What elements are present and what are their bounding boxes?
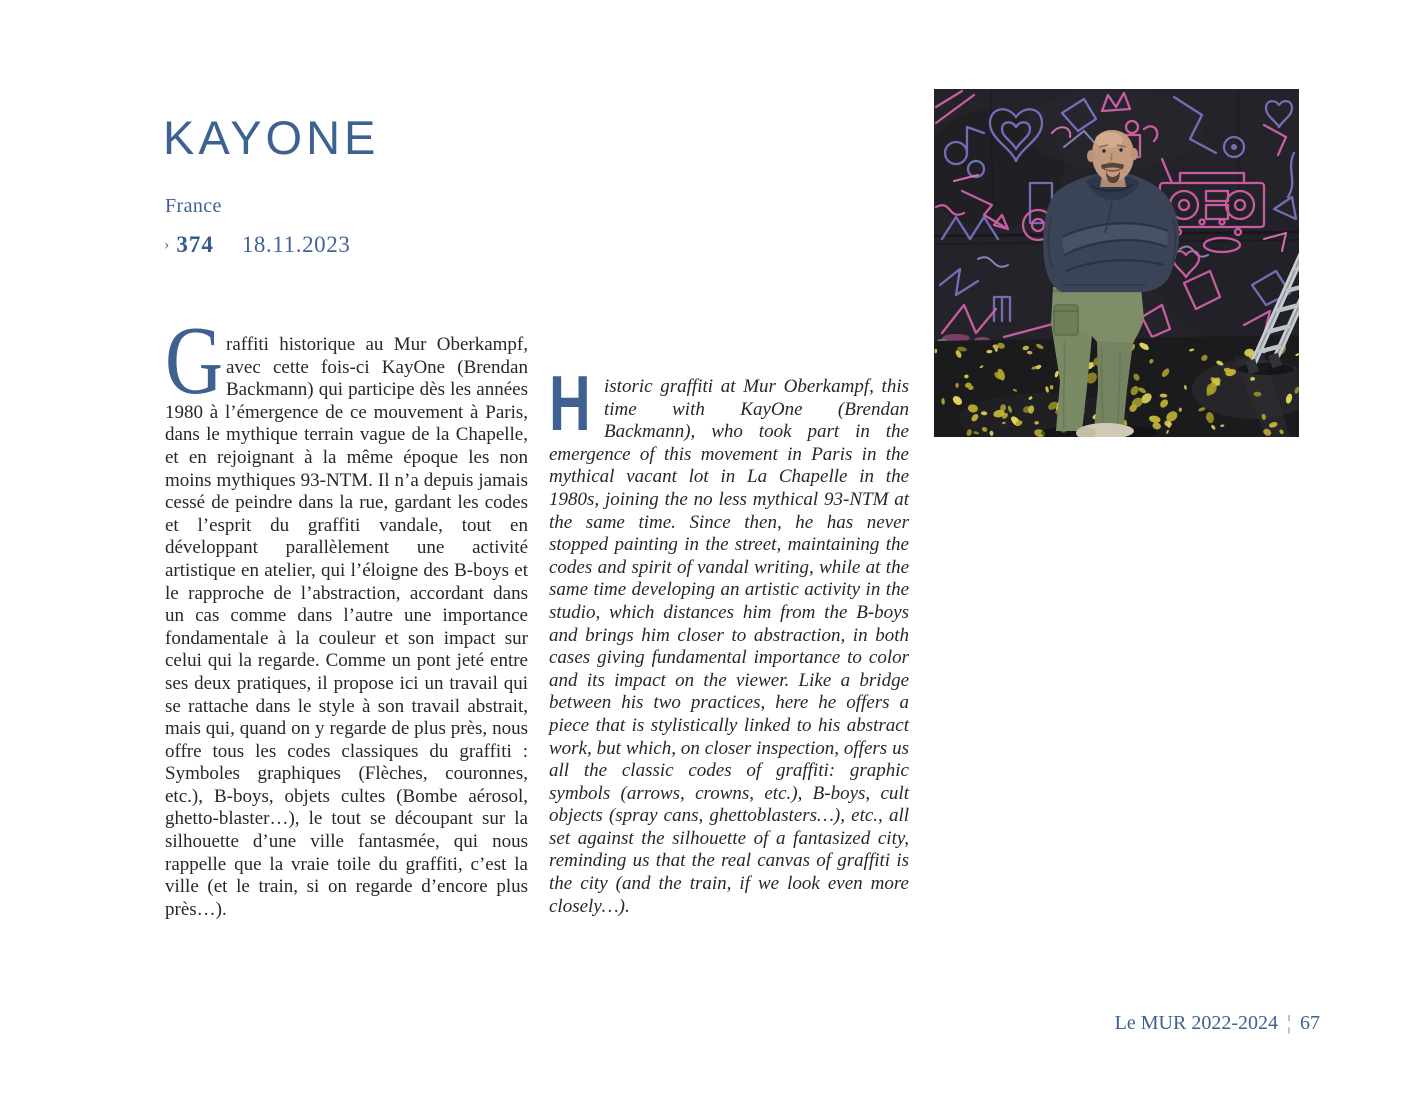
entry-number: 374: [176, 232, 214, 257]
footer-book-title: Le MUR 2022-2024: [1114, 1012, 1278, 1034]
french-text: raffiti historique au Mur Oberkampf, avec cette fois-ci KayOne (Brendan Backmann) qui participe dès les années 1980 à l’émergence de ce mouvement à Paris, dans le mythique terrain vague de la Chapelle, et en rejoignant à la même époque les non moins mythiques 93-NTM. Il n’a depuis jamais cessé de peindre dans la rue, gardant les codes et l’esprit du graffiti vandale, tout en développant parallèlement une activité artistique en atelier, qui l’éloigne des B-boys et le rapproche de l’abstraction, accordant dans un cas comme dans l’autre une importance fondamentale à la couleur et son impact sur celui qui la regarde. Comme un pont jeté entre ses deux pratiques, il propose ici un travail qui se rattache dans le style à son travail abstrait, mais qui, quand on y regarde de plus près, nous offre tous les codes classiques du graffiti : Symboles graphiques (Flèches, couronnes, etc.), B-boys, objets cultes (Bombe aérosol, ghetto-blaster…), le tout se découpant sur la silhouette d’une ville fantasmée, qui nous rappelle que la vraie toile du graffiti, c’est la ville (et le train, si on regarde d’encore plus près…).: [165, 334, 528, 920]
hoodie: [1043, 172, 1179, 292]
french-column: [165, 307, 528, 921]
artist-country: France: [165, 195, 222, 217]
footer-page-number: 67: [1300, 1012, 1320, 1034]
french-drop-cap: G: [165, 307, 224, 415]
page-footer: [1115, 1012, 1320, 1035]
entry-date: 18.11.2023: [241, 232, 351, 257]
english-column: [549, 359, 909, 918]
chevron-right-icon: ›: [164, 236, 170, 253]
artist-photo: [934, 89, 1299, 437]
english-text: istoric graffiti at Mur Oberkampf, this time with KayOne (Brendan Backmann), who took part in the emergence of this movement in Paris in the mythical vacant lot in La Chapelle in the 1980s, joining the no less mythical 93-NTM at the same time. Since then, he has never stopped painting in the street, maintaining the codes and spirit of vandal writing, while at the same time developing an artistic activity in the studio, which distances him from the B-boys and brings him closer to abstraction, in both cases giving fundamental importance to color and its impact on the viewer. Like a bridge between his two practices, here he offers a piece that is stylistically linked to his abstract work, but which, on closer inspection, offers us all the classic codes of graffiti: graphic symbols (arrows, crowns, etc.), B-boys, cult objects (spray cans, ghettoblasters…), etc., all set against the silhouette of a fantasized city, reminding us that the real canvas of graffiti is the city (and the train, if we look even more closely…).: [549, 376, 909, 917]
footer-separator: ¦: [1286, 1012, 1291, 1034]
artist-name: KAYONE: [163, 111, 380, 164]
entry-line: [164, 232, 350, 258]
english-drop-cap: H: [549, 359, 591, 447]
